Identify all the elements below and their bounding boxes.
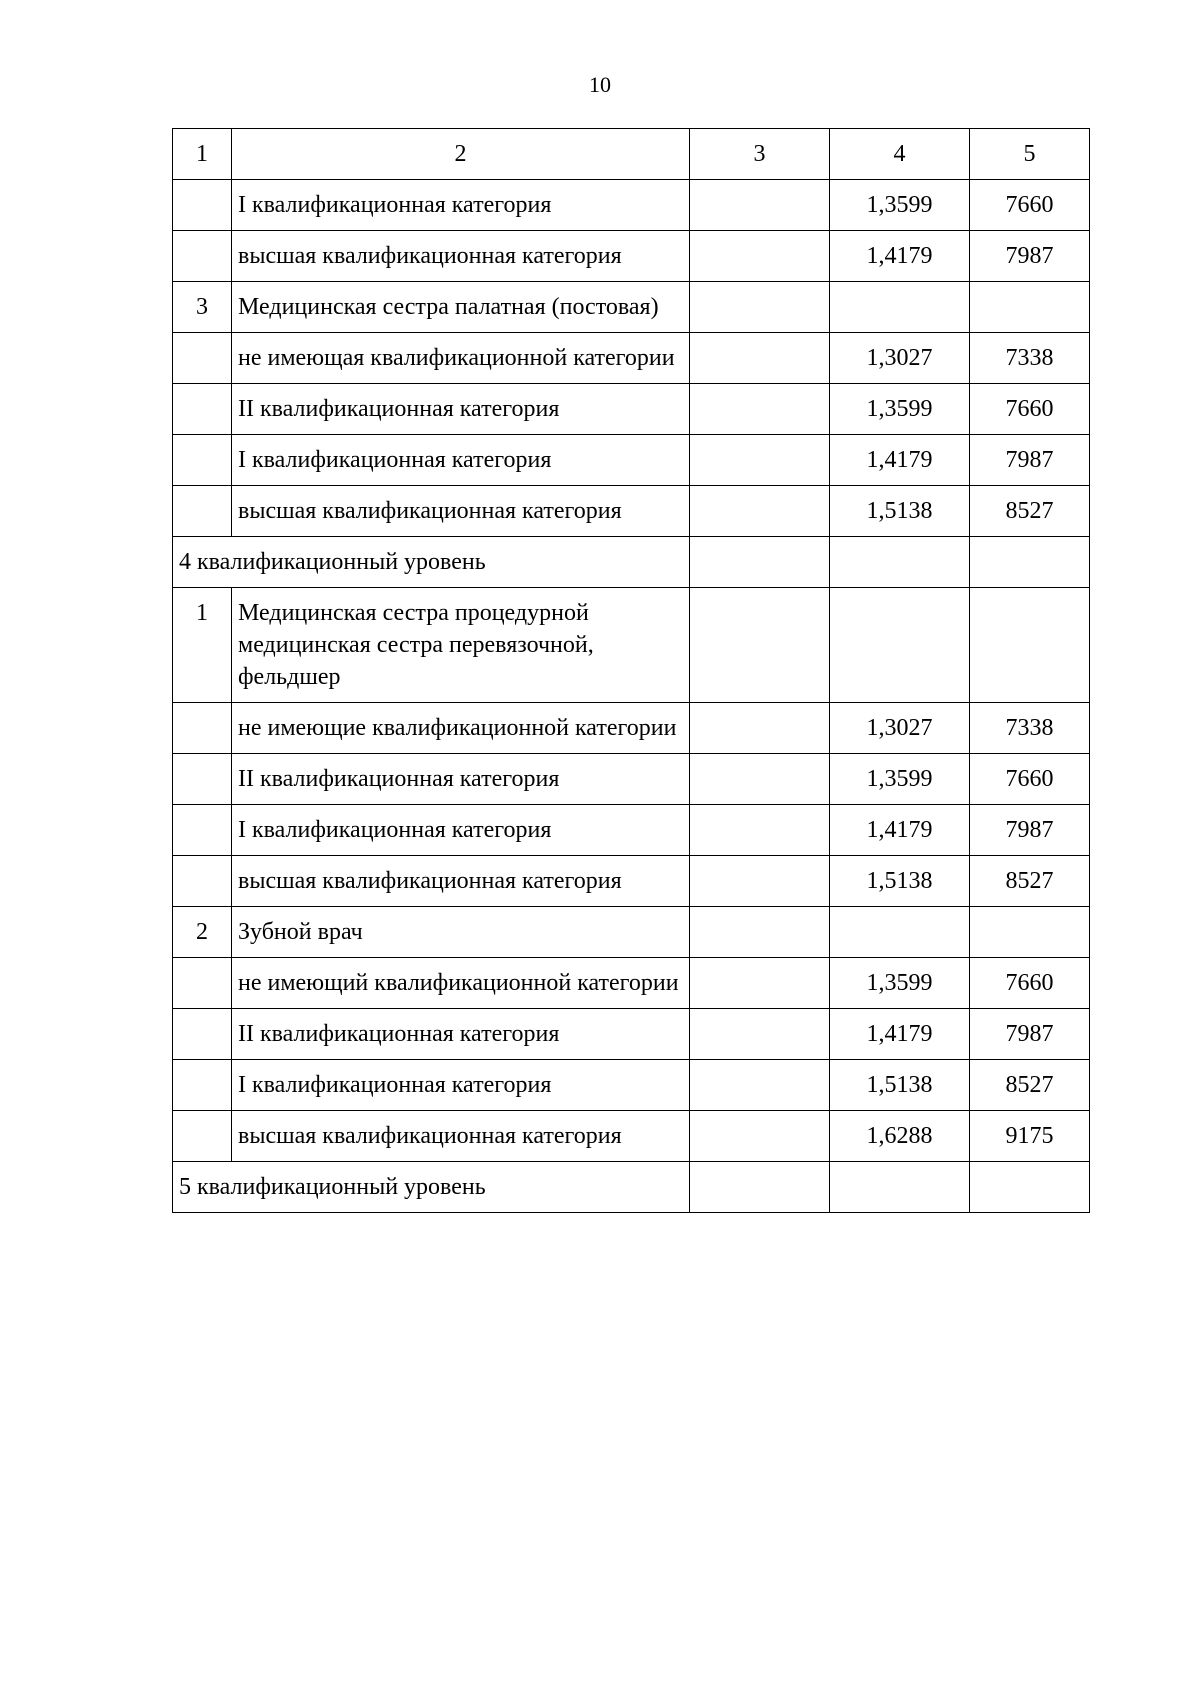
table-row	[173, 180, 1090, 231]
header-cell-3: 3	[690, 129, 830, 180]
salary-cell: 7987	[970, 435, 1090, 486]
table-row	[173, 282, 1090, 333]
table-row	[173, 588, 1090, 703]
row-number-cell	[173, 805, 232, 856]
salary-cell	[970, 282, 1090, 333]
qualification-level-label: 4 квалификационный уровень	[173, 537, 690, 588]
row-number-cell	[173, 856, 232, 907]
position-name-cell: высшая квалификационная категория	[232, 856, 690, 907]
coefficient-cell: 1,4179	[830, 435, 970, 486]
position-name-cell: I квалификационная категория	[232, 805, 690, 856]
row-number-cell	[173, 1111, 232, 1162]
table-row	[173, 958, 1090, 1009]
position-name-cell: II квалификационная категория	[232, 754, 690, 805]
position-name-cell: Медицинская сестра процедурной медицинская сестра перевязочной, фельдшер	[232, 588, 690, 703]
row-number-cell	[173, 435, 232, 486]
row-number-cell	[173, 180, 232, 231]
salary-cell: 7987	[970, 231, 1090, 282]
table-row	[173, 384, 1090, 435]
table-row	[173, 703, 1090, 754]
table-header-row	[173, 129, 1090, 180]
coefficient-cell: 1,4179	[830, 1009, 970, 1060]
salary-cell: 7987	[970, 1009, 1090, 1060]
coefficient-cell	[830, 588, 970, 703]
qualification-level-row	[173, 1162, 1090, 1213]
cell-c5	[970, 537, 1090, 588]
position-name-cell: не имеющая квалификационной категории	[232, 333, 690, 384]
position-name-cell: II квалификационная категория	[232, 1009, 690, 1060]
salary-table	[172, 128, 1090, 1213]
coefficient-cell: 1,5138	[830, 856, 970, 907]
table-row	[173, 1111, 1090, 1162]
column-3-cell	[690, 282, 830, 333]
row-number-cell	[173, 754, 232, 805]
coefficient-cell: 1,6288	[830, 1111, 970, 1162]
salary-cell	[970, 588, 1090, 703]
position-name-cell: высшая квалификационная категория	[232, 1111, 690, 1162]
column-3-cell	[690, 958, 830, 1009]
column-3-cell	[690, 231, 830, 282]
salary-cell: 8527	[970, 1060, 1090, 1111]
qualification-level-label: 5 квалификационный уровень	[173, 1162, 690, 1213]
column-3-cell	[690, 856, 830, 907]
column-3-cell	[690, 486, 830, 537]
salary-cell: 7660	[970, 754, 1090, 805]
row-number-cell: 2	[173, 907, 232, 958]
salary-cell: 7338	[970, 333, 1090, 384]
header-cell-5: 5	[970, 129, 1090, 180]
header-cell-1: 1	[173, 129, 232, 180]
row-number-cell	[173, 231, 232, 282]
table-row	[173, 486, 1090, 537]
header-cell-4: 4	[830, 129, 970, 180]
table-row	[173, 435, 1090, 486]
column-3-cell	[690, 1060, 830, 1111]
position-name-cell: высшая квалификационная категория	[232, 231, 690, 282]
coefficient-cell: 1,3599	[830, 384, 970, 435]
column-3-cell	[690, 588, 830, 703]
column-3-cell	[690, 1111, 830, 1162]
table-row	[173, 856, 1090, 907]
coefficient-cell: 1,3599	[830, 754, 970, 805]
position-name-cell: Медицинская сестра палатная (постовая)	[232, 282, 690, 333]
coefficient-cell: 1,3599	[830, 958, 970, 1009]
table-row	[173, 333, 1090, 384]
table-row	[173, 1009, 1090, 1060]
column-3-cell	[690, 1009, 830, 1060]
cell-c3	[690, 537, 830, 588]
column-3-cell	[690, 754, 830, 805]
table-row	[173, 1060, 1090, 1111]
row-number-cell: 1	[173, 588, 232, 703]
cell-c4	[830, 537, 970, 588]
coefficient-cell: 1,4179	[830, 805, 970, 856]
column-3-cell	[690, 180, 830, 231]
row-number-cell	[173, 1009, 232, 1060]
row-number-cell	[173, 1060, 232, 1111]
table-row	[173, 754, 1090, 805]
position-name-cell: не имеющий квалификационной категории	[232, 958, 690, 1009]
salary-cell: 9175	[970, 1111, 1090, 1162]
row-number-cell	[173, 703, 232, 754]
table-body	[173, 129, 1090, 1213]
position-name-cell: I квалификационная категория	[232, 180, 690, 231]
column-3-cell	[690, 907, 830, 958]
coefficient-cell: 1,3027	[830, 703, 970, 754]
position-name-cell: высшая квалификационная категория	[232, 486, 690, 537]
coefficient-cell: 1,3027	[830, 333, 970, 384]
salary-cell: 7660	[970, 180, 1090, 231]
table-row	[173, 805, 1090, 856]
position-name-cell: II квалификационная категория	[232, 384, 690, 435]
row-number-cell	[173, 958, 232, 1009]
qualification-level-row	[173, 537, 1090, 588]
column-3-cell	[690, 805, 830, 856]
cell-c5	[970, 1162, 1090, 1213]
column-3-cell	[690, 435, 830, 486]
column-3-cell	[690, 384, 830, 435]
coefficient-cell: 1,3599	[830, 180, 970, 231]
page-number: 10	[589, 72, 611, 97]
column-3-cell	[690, 333, 830, 384]
row-number-cell	[173, 333, 232, 384]
header-cell-2: 2	[232, 129, 690, 180]
cell-c3	[690, 1162, 830, 1213]
salary-cell: 8527	[970, 486, 1090, 537]
cell-c4	[830, 1162, 970, 1213]
table-row	[173, 907, 1090, 958]
position-name-cell: I квалификационная категория	[232, 1060, 690, 1111]
position-name-cell: I квалификационная категория	[232, 435, 690, 486]
table-row	[173, 231, 1090, 282]
position-name-cell: Зубной врач	[232, 907, 690, 958]
salary-cell: 7987	[970, 805, 1090, 856]
salary-cell: 8527	[970, 856, 1090, 907]
salary-cell: 7660	[970, 958, 1090, 1009]
coefficient-cell	[830, 907, 970, 958]
coefficient-cell	[830, 282, 970, 333]
salary-cell	[970, 907, 1090, 958]
coefficient-cell: 1,4179	[830, 231, 970, 282]
row-number-cell	[173, 486, 232, 537]
position-name-cell: не имеющие квалификационной категории	[232, 703, 690, 754]
row-number-cell	[173, 384, 232, 435]
salary-cell: 7660	[970, 384, 1090, 435]
coefficient-cell: 1,5138	[830, 486, 970, 537]
row-number-cell: 3	[173, 282, 232, 333]
salary-cell: 7338	[970, 703, 1090, 754]
coefficient-cell: 1,5138	[830, 1060, 970, 1111]
column-3-cell	[690, 703, 830, 754]
